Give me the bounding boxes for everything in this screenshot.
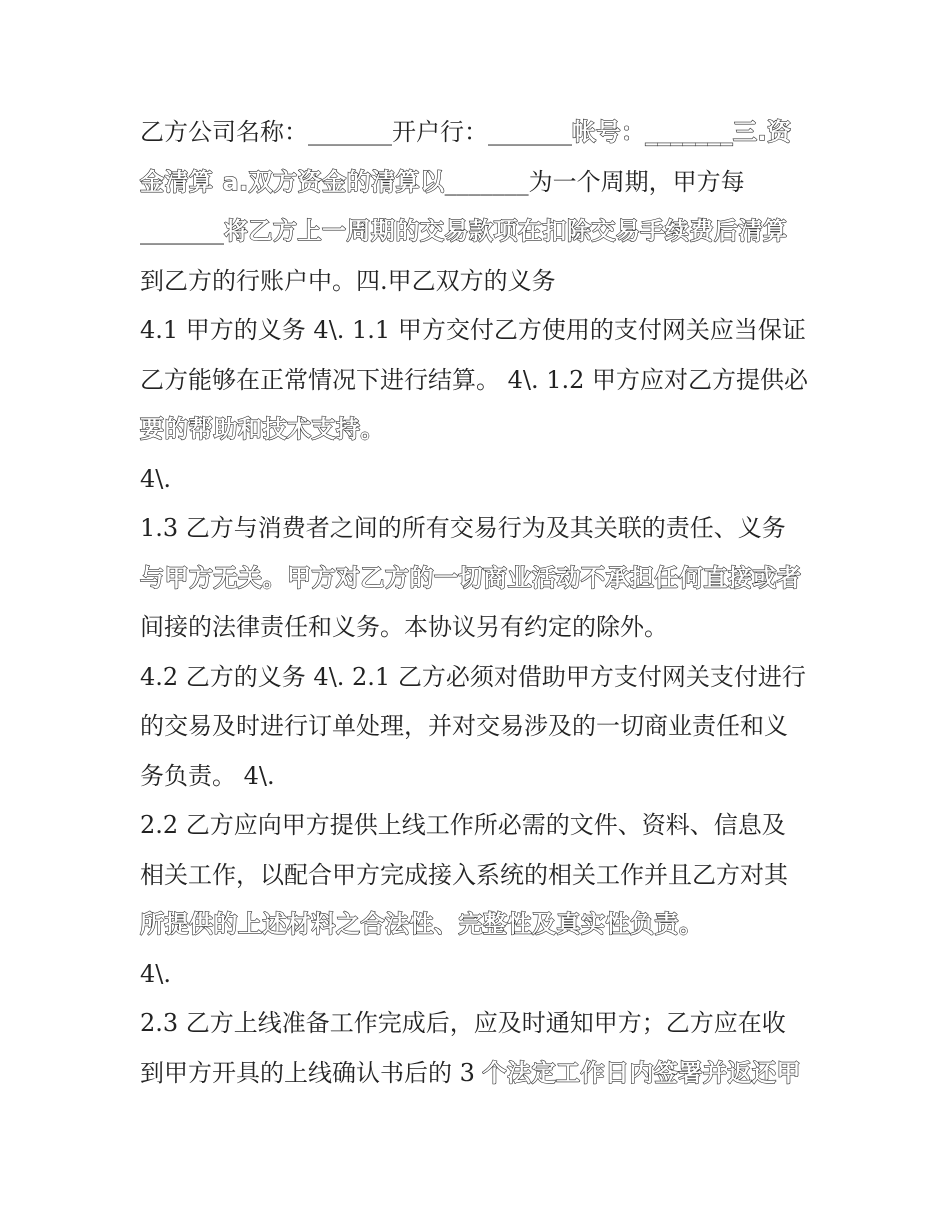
text-segment: 4\.	[140, 959, 171, 988]
text-segment: 4.2 乙方的义务 4\. 2.1 乙方必须对借助甲方支付网关支付进行	[140, 662, 806, 691]
text-line	[140, 603, 830, 653]
outlined-text-segment: 与甲方无关。甲方对乙方的一切商业活动不承担任何直接或者	[140, 563, 802, 592]
text-line	[140, 950, 830, 1000]
text-segment: 4.1 甲方的义务 4\. 1.1 甲方交付乙方使用的支付网关应当保证	[140, 316, 806, 344]
text-line	[140, 1049, 830, 1099]
text-segment: 2.3 乙方上线准备工作完成后，应及时通知甲方；乙方应在收	[140, 1009, 786, 1037]
text-line	[140, 257, 830, 307]
text-segment: 相关工作，以配合甲方完成接入系统的相关工作并且乙方对其	[140, 860, 788, 889]
text-segment: 2.2 乙方应向甲方提供上线工作所必需的文件、资料、信息及	[140, 811, 786, 839]
text-segment: 到乙方的行账户中。四.甲乙双方的义务	[140, 266, 556, 295]
text-segment: 务负责。 4\.	[140, 761, 275, 790]
text-segment: 乙方公司名称：_______开户行：_______	[140, 118, 572, 146]
text-line	[140, 554, 830, 604]
text-line	[140, 108, 830, 158]
text-segment: 的交易及时进行订单处理，并对交易涉及的一切商业责任和义	[140, 712, 788, 740]
outlined-text-segment: 所提供的上述材料之合法性、完整性及真实性负责。	[140, 910, 704, 938]
text-line	[140, 900, 830, 950]
text-line	[140, 801, 830, 851]
outlined-text-segment: 个法定工作日内签署并返还甲	[482, 1058, 802, 1087]
text-line	[140, 306, 830, 356]
text-segment: _______	[140, 217, 224, 245]
text-line	[140, 455, 830, 505]
text-segment: 乙方能够在正常情况下进行结算。 4\. 1.2 甲方应对乙方提供必	[140, 365, 809, 394]
text-segment: 间接的法律责任和义务。本协议另有约定的除外。	[140, 613, 668, 641]
text-line	[140, 653, 830, 703]
text-segment: 1.3 乙方与消费者之间的所有交易行为及其关联的责任、义务	[140, 514, 786, 542]
outlined-text-segment: 金清算 a.双方资金的清算以	[140, 167, 445, 196]
text-segment: 到甲方开具的上线确认书后的 3	[140, 1058, 483, 1087]
text-line	[140, 504, 830, 554]
document-body	[140, 108, 830, 1098]
text-line	[140, 752, 830, 802]
text-line	[140, 702, 830, 752]
text-line	[140, 851, 830, 901]
text-line	[140, 356, 830, 406]
text-line	[140, 405, 830, 455]
text-line	[140, 999, 830, 1049]
text-line	[140, 207, 830, 257]
outlined-text-segment: 要的帮助和技术支持。	[140, 415, 385, 443]
outlined-text-segment: 将乙方上一周期的交易款项在扣除交易手续费后清算	[224, 217, 788, 245]
outlined-text-segment: 帐号：_______三.资	[572, 118, 792, 146]
text-line	[140, 158, 830, 208]
text-segment: _______为一个周期，甲方每	[444, 167, 745, 196]
text-segment: 4\.	[140, 464, 171, 493]
